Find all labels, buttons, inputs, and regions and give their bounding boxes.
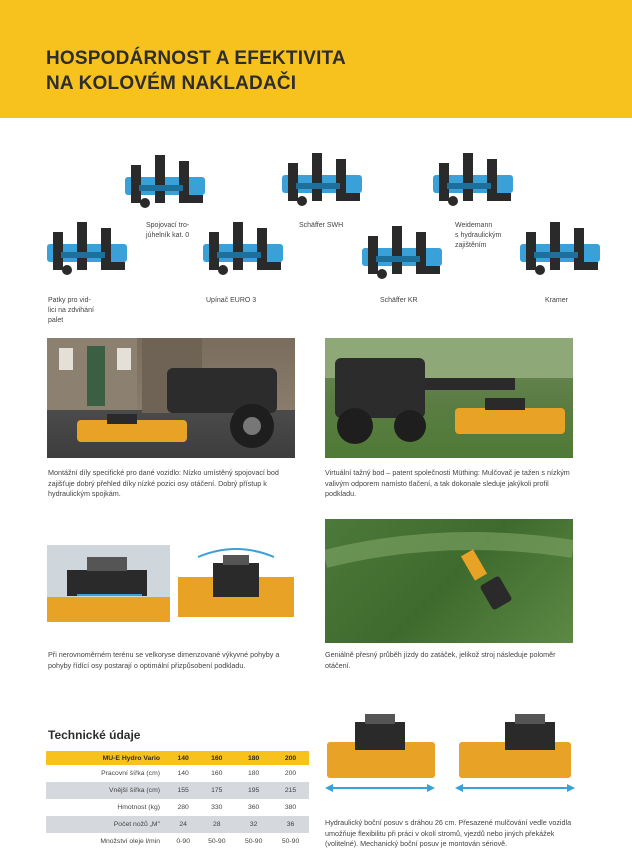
table-row (46, 833, 309, 850)
text-posuv: Hydraulický boční posuv s dráhou 26 cm. Přesazené mulčování vedle vozidla umožňuje flexibilitu při práci v okolí stromů, vjezdů nebo jiných překážek (volitelné). Mechanický boční posuv je montován sériově. (325, 818, 572, 848)
row-label: Množství oleje l/min (100, 838, 160, 845)
title-line-1: HOSPODÁRNOST A EFEKTIVITA (46, 48, 346, 69)
bracket-patky (47, 222, 127, 275)
caption-weidemann: Weidemann s hydraulickým zajištěním (455, 222, 502, 249)
cell: 155 (168, 782, 198, 799)
cell: 24 (168, 816, 198, 833)
mulcher-side-shift-left (325, 714, 435, 792)
mulcher-swing-illustration (178, 545, 294, 622)
photo-mulcher-swing (178, 545, 294, 622)
cell: 175 (198, 782, 235, 799)
cell: 28 (198, 816, 235, 833)
photo-loader-building (47, 338, 295, 458)
specs-model-label: MU-E Hydro Vario (46, 751, 168, 765)
header-band (0, 0, 632, 118)
photo-mulcher-tilt (47, 545, 170, 622)
cell: 50-90 (244, 838, 263, 845)
cell: 160 (211, 770, 223, 777)
bracket-weidemann (433, 153, 513, 206)
cell: 215 (272, 782, 309, 799)
bracket-illustrations (0, 140, 632, 300)
bracket-kramer (520, 222, 600, 275)
loader-grass-illustration (325, 338, 573, 458)
bracket-schaffer-kr (362, 226, 442, 279)
page-title (46, 46, 346, 96)
cell: 330 (211, 804, 223, 811)
title-line-2: NA KOLOVÉM NAKLADAČI (46, 73, 297, 94)
loader-building-illustration (47, 338, 295, 458)
row-label: Vnější šířka (cm) (46, 782, 168, 799)
specs-title: Technické údaje (48, 728, 141, 742)
cell: 360 (248, 804, 260, 811)
row-label: Počet nožů „M" (46, 816, 168, 833)
text-teren: Při nerovnoměrném terénu se velkoryse dimenzované výkyvné pohyby a pohyby řídící osy postarají o optimální přizpůsobení podkladu. (48, 650, 280, 670)
bracket-euro3 (203, 222, 283, 275)
table-row (46, 765, 309, 782)
table-row (46, 799, 309, 816)
table-row (46, 782, 309, 799)
caption-kramer: Kramer (545, 297, 568, 304)
cell: 50-90 (208, 838, 226, 845)
bracket-schaffer-swh (282, 153, 362, 206)
specs-table (46, 751, 309, 850)
mulcher-side-shift-right (455, 714, 575, 792)
cell: 280 (177, 804, 189, 811)
specs-col: 140 (168, 751, 198, 765)
photo-loader-grass (325, 338, 573, 458)
bracket-trojuhelnik (125, 155, 205, 208)
text-virtualni: Virtuální tažný bod – patent společnosti Müthing: Mulčovač je tažen s nízkým valivým odporem namísto tlačení, a tak dokonale sleduje jakýkoli profil podkladu. (325, 468, 570, 498)
caption-trojuhelnik: Spojovací tro- júhelník kat. 0 (146, 222, 190, 239)
cell: 180 (248, 770, 260, 777)
specs-col: 180 (235, 751, 272, 765)
cell: 36 (272, 816, 309, 833)
caption-euro3: Upínač EURO 3 (206, 297, 257, 304)
specs-col: 160 (198, 751, 235, 765)
mulcher-tilt-illustration (47, 545, 170, 622)
caption-schaffer-swh: Schäffer SWH (299, 222, 344, 229)
cell: 140 (177, 770, 189, 777)
photo-aerial (325, 519, 573, 643)
specs-header-row (46, 751, 309, 765)
aerial-illustration (325, 519, 573, 643)
side-shift-illustrations (325, 712, 575, 812)
cell: 50-90 (281, 838, 300, 845)
table-row (46, 816, 309, 833)
cell: 32 (235, 816, 272, 833)
cell: 380 (284, 804, 297, 811)
specs-col: 200 (272, 751, 309, 765)
row-label: Hmotnost (kg) (117, 804, 160, 811)
cell: 200 (284, 770, 297, 777)
cell: 195 (235, 782, 272, 799)
cell: 0-90 (176, 838, 190, 845)
row-label: Pracovní šířka (cm) (101, 770, 160, 777)
caption-schaffer-kr: Schäffer KR (380, 297, 418, 304)
text-montazni: Montážní díly specifické pro dané vozidlo: Nízko umístěný spojovací bod zajišťuje dobrý přehled díky nízké pozici osy otáčení. Dobrý přístup k hydraulickým spojkám. (48, 468, 279, 498)
text-zatacky: Geniálně přesný průběh jízdy do zatáček, jelikož stroj následuje poloměr otáčení. (325, 650, 556, 670)
caption-patky: Patky pro vid- lici na zdvihání palet (48, 297, 94, 324)
